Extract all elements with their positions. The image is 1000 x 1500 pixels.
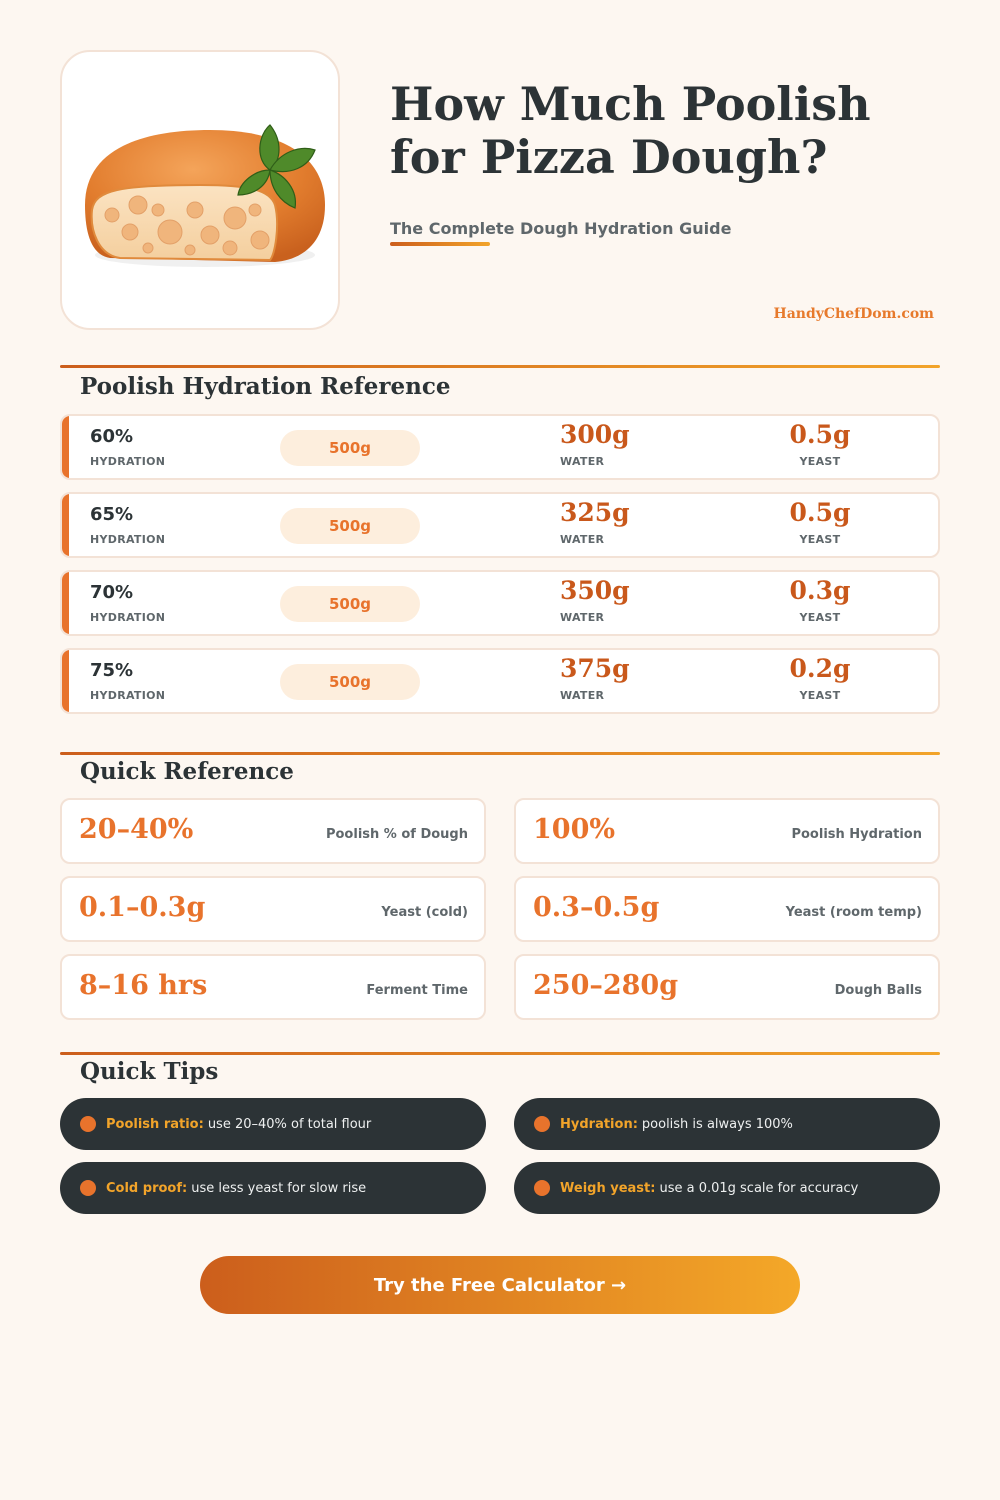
quick-reference-value: 20–40% <box>79 814 194 845</box>
tip-text: use 20–40% of total flour <box>207 1116 372 1132</box>
yeast-amount: 0.2g <box>789 654 851 683</box>
hero-image-card <box>60 50 340 330</box>
hydration-percent: 60% <box>90 426 134 447</box>
flour-pill: 500g <box>280 508 420 544</box>
title-line-2: for Pizza Dough? <box>390 130 828 184</box>
hydration-row <box>60 570 940 636</box>
flour-pill: 500g <box>280 430 420 466</box>
yeast-label: YEAST <box>799 455 841 468</box>
page-subtitle: The Complete Dough Hydration Guide <box>390 219 732 238</box>
hydration-percent: 75% <box>90 660 134 681</box>
row-accent-bar <box>62 572 69 634</box>
quick-reference-card <box>514 954 940 1020</box>
bullet-dot-icon <box>80 1180 96 1196</box>
water-label: WATER <box>560 533 605 546</box>
tip-key: Weigh yeast: <box>560 1180 656 1196</box>
bullet-dot-icon <box>534 1180 550 1196</box>
flour-pill: 500g <box>280 664 420 700</box>
row-accent-bar <box>62 416 69 478</box>
quick-reference-label: Dough Balls <box>834 983 922 998</box>
row-accent-bar <box>62 650 69 712</box>
hydration-percent: 65% <box>90 504 134 525</box>
brand-link[interactable]: HandyChefDom.com <box>773 306 934 322</box>
tip-pill <box>514 1162 940 1214</box>
yeast-label: YEAST <box>799 689 841 702</box>
quick-reference-card <box>514 798 940 864</box>
quick-reference-title: Quick Reference <box>80 758 294 785</box>
water-amount: 325g <box>560 498 630 527</box>
tip-text: use a 0.01g scale for accuracy <box>659 1180 859 1196</box>
quick-reference-label: Yeast (cold) <box>381 905 468 920</box>
quick-reference-label: Yeast (room temp) <box>785 905 922 920</box>
tip-text: use less yeast for slow rise <box>191 1180 367 1196</box>
section-divider <box>60 365 940 368</box>
quick-reference-label: Poolish Hydration <box>791 827 922 842</box>
water-amount: 300g <box>560 420 630 449</box>
section-divider <box>60 752 940 755</box>
hydration-label: HYDRATION <box>90 689 166 702</box>
free-calculator-button[interactable]: Try the Free Calculator → <box>200 1256 800 1314</box>
tip-key: Hydration: <box>560 1116 638 1132</box>
quick-reference-value: 0.1–0.3g <box>79 892 206 923</box>
tip-pill <box>514 1098 940 1150</box>
quick-reference-card <box>60 798 486 864</box>
water-amount: 350g <box>560 576 630 605</box>
hydration-row <box>60 648 940 714</box>
hydration-row <box>60 414 940 480</box>
quick-reference-card <box>514 876 940 942</box>
quick-reference-value: 0.3–0.5g <box>533 892 660 923</box>
tip-text: poolish is always 100% <box>641 1116 793 1132</box>
yeast-amount: 0.3g <box>789 576 851 605</box>
quick-reference-value: 100% <box>533 814 616 845</box>
quick-reference-card <box>60 876 486 942</box>
hydration-row <box>60 492 940 558</box>
quick-reference-value: 250–280g <box>533 970 679 1001</box>
water-label: WATER <box>560 455 605 468</box>
quick-reference-card <box>60 954 486 1020</box>
yeast-label: YEAST <box>799 533 841 546</box>
yeast-amount: 0.5g <box>789 498 851 527</box>
hydration-label: HYDRATION <box>90 611 166 624</box>
title-line-1: How Much Poolish <box>390 77 871 131</box>
page-title <box>390 78 950 184</box>
hydration-section-title: Poolish Hydration Reference <box>80 373 451 400</box>
subtitle-underline <box>390 242 490 246</box>
water-label: WATER <box>560 611 605 624</box>
bullet-dot-icon <box>534 1116 550 1132</box>
tip-pill <box>60 1098 486 1150</box>
section-divider <box>60 1052 940 1055</box>
quick-tips-title: Quick Tips <box>80 1058 219 1085</box>
row-accent-bar <box>62 494 69 556</box>
quick-reference-value: 8–16 hrs <box>79 970 208 1001</box>
tip-key: Cold proof: <box>106 1180 188 1196</box>
tip-key: Poolish ratio: <box>106 1116 204 1132</box>
tip-pill <box>60 1162 486 1214</box>
yeast-amount: 0.5g <box>789 420 851 449</box>
water-label: WATER <box>560 689 605 702</box>
yeast-label: YEAST <box>799 611 841 624</box>
hydration-percent: 70% <box>90 582 134 603</box>
hydration-label: HYDRATION <box>90 455 166 468</box>
flour-pill: 500g <box>280 586 420 622</box>
bread-loaf-icon <box>70 90 330 290</box>
quick-reference-label: Ferment Time <box>366 983 468 998</box>
water-amount: 375g <box>560 654 630 683</box>
hydration-label: HYDRATION <box>90 533 166 546</box>
quick-reference-label: Poolish % of Dough <box>325 827 468 842</box>
bullet-dot-icon <box>80 1116 96 1132</box>
